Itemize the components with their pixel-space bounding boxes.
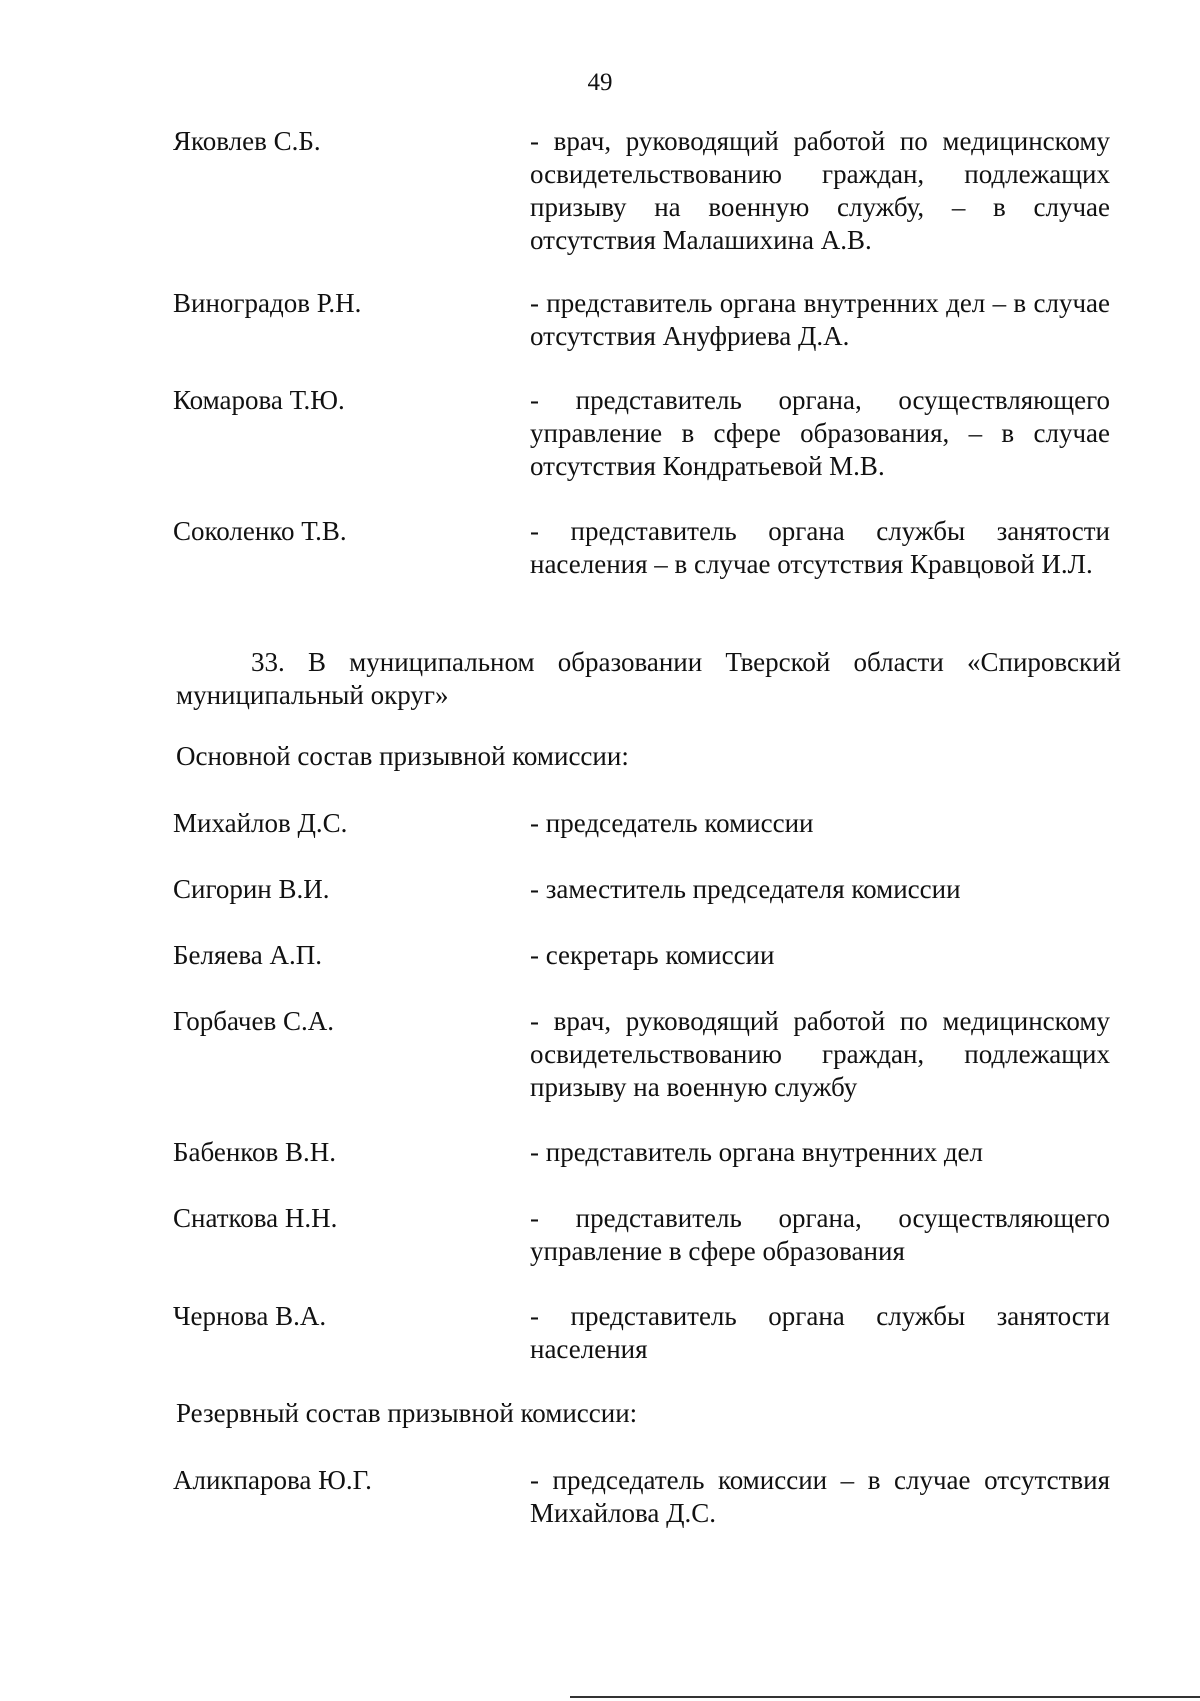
member-role: - секретарь комиссии — [530, 940, 775, 970]
member-name: Беляева А.П. — [173, 940, 322, 970]
section-paragraph: 33. В муниципальном образовании Тверской области «Спировский муниципальный округ» — [176, 647, 1121, 710]
member-name: Виноградов Р.Н. — [173, 288, 362, 318]
member-role: - представитель органа, осуществляющего управление в сфере образования — [530, 1203, 1110, 1266]
member-role: - представитель органа внутренних дел — [530, 1137, 984, 1167]
member-name: Аликпарова Ю.Г. — [173, 1465, 372, 1495]
member-name: Соколенко Т.В. — [173, 516, 347, 546]
reserve-composition-heading: Резервный состав призывной комиссии: — [176, 1398, 638, 1428]
member-name: Чернова В.А. — [173, 1301, 327, 1331]
member-name: Яковлев С.Б. — [173, 126, 321, 156]
member-role: - представитель органа службы занятости населения – в случае отсутствия Кравцовой И.Л. — [530, 516, 1110, 579]
member-role: - представитель органа службы занятости населения — [530, 1301, 1110, 1364]
member-role: - представитель органа, осуществляющего управление в сфере образования, – в случае отсутствия Кондратьевой М.В. — [530, 385, 1110, 481]
member-name: Комарова Т.Ю. — [173, 385, 345, 415]
member-role: - представитель органа внутренних дел – в случае отсутствия Ануфриева Д.А. — [530, 288, 1110, 351]
member-name: Бабенков В.Н. — [173, 1137, 337, 1167]
member-name: Михайлов Д.С. — [173, 808, 348, 838]
member-role: - председатель комиссии – в случае отсутствия Михайлова Д.С. — [530, 1465, 1110, 1528]
scan-edge-line — [570, 1696, 1200, 1698]
member-name: Снаткова Н.Н. — [173, 1203, 338, 1233]
page-number: 49 — [587, 69, 613, 96]
member-role: - врач, руководящий работой по медицинскому освидетельствованию граждан, подлежащих призыву на военную службу, – в случае отсутствия Малашихина А.В. — [530, 126, 1110, 255]
member-role: - заместитель председателя комиссии — [530, 874, 961, 904]
member-name: Сигорин В.И. — [173, 874, 330, 904]
member-name: Горбачев С.А. — [173, 1006, 334, 1036]
main-composition-heading: Основной состав призывной комиссии: — [176, 741, 629, 771]
member-role: - председатель комиссии — [530, 808, 814, 838]
member-role: - врач, руководящий работой по медицинскому освидетельствованию граждан, подлежащих призыву на военную службу — [530, 1006, 1110, 1102]
